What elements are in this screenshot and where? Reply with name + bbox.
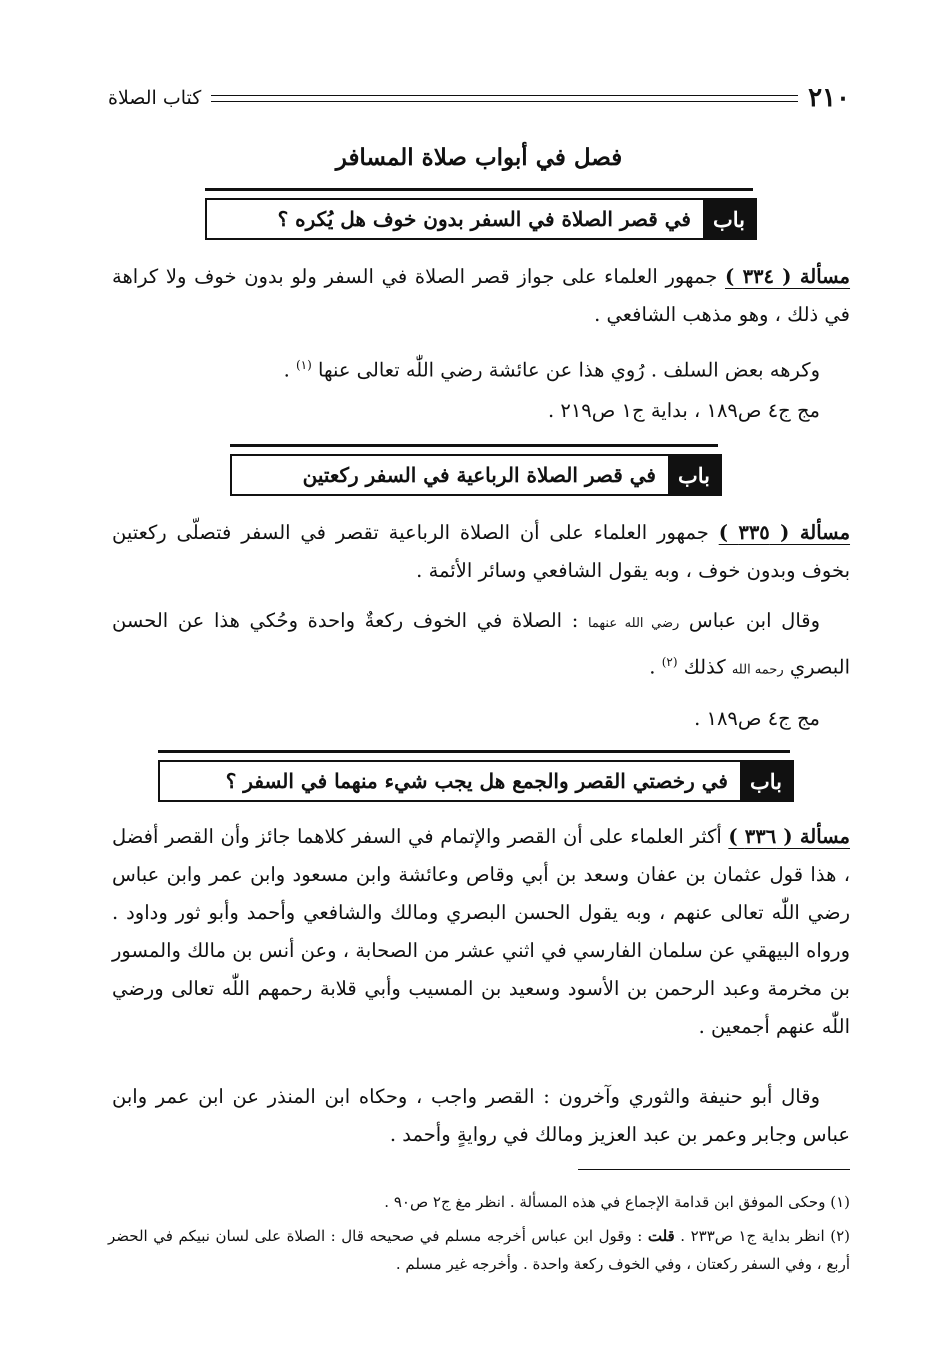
chapter-title: فصل في أبواب صلاة المسافر <box>335 144 623 171</box>
honorific-2: رحمه الله <box>731 662 784 678</box>
masala-336 <box>112 818 850 1046</box>
masala-text-334: جمهور العلماء على جواز قصر الصلاة في السفر ولو بدون خوف ولا كراهة في ذلك ، وهو مذهب الشافعي . <box>112 265 850 326</box>
section-title-1: في قصر الصلاة في السفر بدون خوف هل يُكره ؟ <box>277 207 691 231</box>
paragraph-end: . <box>283 358 296 382</box>
paragraph-334-2 <box>112 346 850 390</box>
section-rule-1 <box>205 188 753 191</box>
reference-335 <box>112 700 850 738</box>
paragraph-end: . <box>649 655 662 679</box>
footnote-2 <box>108 1222 850 1278</box>
section-heading-3 <box>158 760 794 802</box>
section-title-3: في رخصتي القصر والجمع هل يجب شيء منهما في السفر ؟ <box>225 769 728 793</box>
page-number: ٢١٠ <box>808 83 850 113</box>
footnote-text: (٢) انظر بداية ج١ ص٢٣٣ . <box>674 1227 850 1245</box>
masala-label-334: مسألة ( ٣٣٤ ) <box>725 265 851 288</box>
masala-335 <box>112 514 850 590</box>
section-tag-2: باب <box>668 456 720 494</box>
header-rule <box>211 95 798 102</box>
section-rule-3 <box>158 750 790 753</box>
section-title-2: في قصر الصلاة الرباعية في السفر ركعتين <box>302 463 656 487</box>
masala-label-336: مسألة ( ٣٣٦ ) <box>728 825 850 848</box>
section-tag-3: باب <box>740 762 792 800</box>
reference-334 <box>112 392 850 430</box>
masala-334 <box>112 258 850 334</box>
footnote-label: قلت <box>647 1227 675 1245</box>
footnote-ref-2: (٢) <box>661 655 678 669</box>
reference-text: مج ج٤ ص١٨٩ ، بداية ج١ ص٢١٩ . <box>547 399 820 422</box>
section-rule-2 <box>230 444 718 447</box>
reference-text: مج ج٤ ص١٨٩ . <box>694 707 820 730</box>
paragraph-text: : الصلاة في الخوف ركعةٌ واحدة وحُكي هذا عن الحسن البصري <box>112 609 850 679</box>
masala-label-335: مسألة ( ٣٣٥ ) <box>718 521 851 544</box>
masala-text-336: أكثر العلماء على أن القصر والإتمام في السفر كلاهما جائز وأن القصر أفضل ، هذا قول عثمان بن عفان وسعد بن أبي وقاص وعائشة وابن مسعود وابن عمر وابن عباس رضي اللّٰه تعالى عنهم ، وبه يقول الحسن البصري ومالك والشافعي وأحمد وأبو ثور وداود . ورواه البيهقي عن سلمان الفارسي في اثني عشر من الصحابة ، وعن أنس بن مالك والمسور بن مخرمة وعبد الرحمن بن الأسود وسعيد بن المسيب وأبي قلابة رحمهم اللّٰه تعالى ورضي اللّٰه عنهم أجمعين . <box>112 825 850 1038</box>
footnote-rule <box>578 1169 850 1170</box>
paragraph-text: كذلك <box>683 655 732 679</box>
section-heading-2 <box>230 454 722 496</box>
paragraph-text: وكرهه بعض السلف . رُوي هذا عن عائشة رضي اللّٰه تعالى عنها <box>318 358 820 382</box>
section-heading-1 <box>205 198 757 240</box>
footnote-ref-1: (١) <box>295 358 312 372</box>
paragraph-text: وقال ابن عباس <box>688 609 821 632</box>
paragraph-text: وقال أبو حنيفة والثوري وآخرون : القصر واجب ، وحكاه ابن المنذر عن ابن عمر وابن عباس وجابر وعمر بن عبد العزيز ومالك في روايةٍ وأحمد . <box>112 1085 850 1146</box>
book-title: كتاب الصلاة <box>108 87 202 109</box>
paragraph-335-2 <box>112 602 850 690</box>
footnote-text: : وقول ابن عباس أخرجه مسلم في صحيحه قال : الصلاة على لسان نبيكم في الحضر أربع ، وفي السفر ركعتان ، وفي الخوف ركعة واحدة . وأخرجه غير مسلم . <box>108 1227 850 1273</box>
footnote-1: (١) وحكى الموفق ابن قدامة الإجماع في هذه المسألة . انظر مغ ج٢ ص٩٠ . <box>384 1193 850 1211</box>
paragraph-336-2 <box>112 1078 850 1154</box>
section-tag-1: باب <box>703 200 755 238</box>
masala-text-335: جمهور العلماء على أن الصلاة الرباعية تقصر في السفر فتصلّى ركعتين بخوف وبدون خوف ، وبه يقول الشافعي وسائر الأئمة . <box>112 521 850 582</box>
running-header <box>108 78 850 118</box>
honorific-1: رضي الله عنهما <box>587 616 680 631</box>
